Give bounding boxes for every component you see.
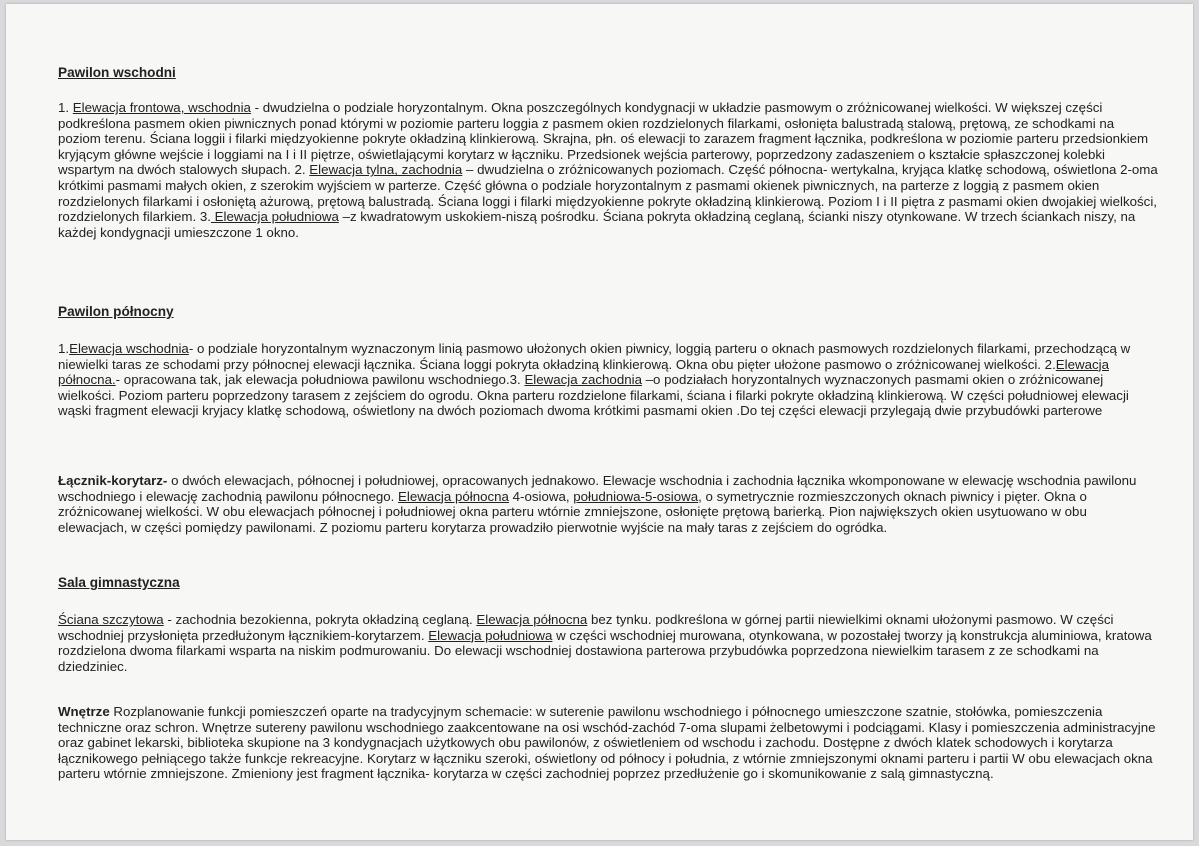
underlined-term: Elewacja frontowa, wschodnia — [72, 100, 251, 115]
document-page — [6, 4, 1193, 840]
heading-gym: Sala gimnastyczna — [58, 575, 180, 590]
text: –z kwadratowym uskokiem-niszą pośrodku. Ściana pokryta okładziną ceglaną, ścianki niszy otynkowane. W trzech ściankach niszy, na każdej kondygnacji umieszczone 1 okno. — [58, 209, 1136, 240]
text: w części wschodniej murowana, otynkowana, w pozostałej tworzy ją konstrukcja aluminiowa, kratowa rozdzielona dwoma filarkami wsparta na niskim podmurowaniu. Do elewacji wschodniej dostawiona parterowa przybudówka poprzedzona niewielkim tarasem z ze schodkami na dziedziniec. — [58, 627, 1152, 674]
paragraph-east-pavilion — [58, 100, 1158, 240]
text: 4-osiowa, — [508, 488, 574, 504]
underlined-term: Elewacja zachodnia — [524, 372, 642, 388]
text: Rozplanowanie funkcji pomieszczeń oparte na tradycyjnym schemacie: w suterenie pawilonu wschodniego i północnego umieszczone szatnie, stołówka, pomieszczenia techniczne oraz schron. Wnętrze sutereny pawilonu wschodniego zaakcentowane na osi wschód-zachód 7-oma slupami żelbetowymi i podciągami. Klasy i pomieszczenia administracyjne oraz gabinet lekarski, biblioteka skupione na 3 kondygnacjach użytkowych obu pawilonów, z oświetleniem od wschodu i zachodu. Dostępne z dwóch klatek schodowych i korytarza łącznikowego pełniącego także funkcje rekreacyjne. Korytarz w łączniku szeroki, oświetlony od północy i południa, z wtórnie zmniejszonymi oknami parteru i partii W obu elewacjach okna parteru wtórnie zmniejszone. Zmieniony jest fragment łącznika- korytarza w części zachodniej poprzez przedłużenie go i skomunikowanie z salą gimnastyczną. — [58, 704, 1156, 782]
text: - zachodnia bezokienna, pokryta okładziną ceglaną. — [163, 612, 477, 627]
heading-north-pavilion: Pawilon północny — [58, 304, 174, 319]
underlined-term: Elewacja północna — [476, 612, 588, 627]
paragraph-north-pavilion — [58, 341, 1158, 419]
paragraph-interior — [58, 704, 1158, 782]
text: 1. — [58, 100, 73, 115]
underlined-term: Elewacja tylna, zachodnia — [309, 162, 463, 178]
text: , o symetrycznie rozmieszczonych oknach piwnicy i pięter. Okna o zróżnicowanej wielkości. W obu elewacjach północnej i południowej okna parteru wtórnie zmniejszone, osłonięte prętową barierką. Pion największych okien usytuowano w obu elewacjach, w części pomiędzy pawilonami. Z poziomu parteru korytarza prowadziło pierwotnie wyjście na mały taras z zejściem do ogródka. — [58, 488, 1087, 535]
underlined-term: Elewacja południowa — [210, 209, 339, 225]
text: –o podziałach horyzontalnych wyznaczonych pasmami okien o zróżnicowanej wielkości. Poziom parteru poprzedzony tarasem z zejściem do ogrodu. Okna parteru rozdzielone filarkami, ściana i filarki pokryte okładziną klinkierową. W części południowej elewacji wąski fragment elewacji kryjacy klatkę schodową, oświetlony na dwóch poziomach dwoma krótkimi pasmami okien .Do tej części elewacji przylegają dwie przybudówki parterowe — [58, 372, 1129, 419]
bold-term: Wnętrze — [58, 704, 110, 719]
underlined-term: południowa-5-osiowa — [573, 488, 699, 504]
underlined-term: Elewacja północna — [398, 488, 509, 504]
paragraph-gym — [58, 612, 1158, 674]
underlined-term: Elewacja północna. — [58, 356, 1109, 388]
underlined-term: Elewacja wschodnia — [69, 341, 189, 356]
text: bez tynku. podkreślona w górnej partii niewielkimi oknami ułożonymi pasmowo. W części wschodniej przysłonięta przedłużonym łącznikiem-korytarzem. — [58, 612, 1114, 643]
text: - o podziale horyzontalnym wyznaczonym linią pasmowo ułożonych okien piwnicy, loggią parteru o oknach pasmowych rozdzielonych filarkami, przechodzącą w niewielki taras ze schodami przy północnej elewacji łącznika. Ściana loggi pokryta okładziną klinkierową. Okna obu pięter ułożone pasmowo o zróżnicowanej wielkości. 2. — [58, 341, 1131, 372]
text: – dwudzielna o zróżnicowanych poziomach. Część północna- wertykalna, kryjąca klatkę schodową, oświetlona 2-oma krótkimi pasmami małych okien, z szerokim wyjściem w parterze. Część główna o podziale horyzontalnym z pasmami okienek piwnicznych, na parterze z loggią z pasmem okien rozdzielonych filarkami i osłoniętą ażurową, prętową balustradą. Ściana loggi i filarki międzyokienne pokryte okładziną klinkierową. Poziom I i II piętra z pasmami okien dwojakiej wielkości, rozdzielonych filarkiem. 3. — [58, 162, 1158, 225]
paragraph-connector — [58, 473, 1158, 535]
bold-term: Łącznik-korytarz- — [58, 473, 168, 488]
text: - dwudzielna o podziale horyzontalnym. Okna poszczególnych kondygnacji w układzie pasmowym o zróżnicowanej wielkości. W większej części podkreślona pasmem okien piwnicznych ponad którymi w poziomie parteru loggia z pasmem okien rozdzielonych filarkami, osłonięta balustradą stalową, prętową, ze schodkami na poziom terenu. Ściana loggii i filarki międzyokienne pokryte okładziną klinkierową. Skrajna, płn. oś elewacji to zarazem fragment łącznika, podkreślona w poziomie parteru przedsionkiem kryjącym główne wejście i loggiami na I i II piętrze, oświetlającymi korytarz w łączniku. Przedsionek wejścia parterowy, poprzedzony zadaszeniem o kształcie spłaszczonej kolebki wspartym na dwóch stalowych słupach. 2. — [58, 100, 1149, 178]
underlined-term: Ściana szczytowa — [58, 612, 164, 627]
heading-east-pavilion: Pawilon wschodni — [58, 65, 176, 80]
text: - opracowana tak, jak elewacja południowa pawilonu wschodniego.3. — [115, 372, 525, 388]
underlined-term: Elewacja południowa — [428, 627, 553, 643]
text: o dwóch elewacjach, północnej i południowej, opracowanych jednakowo. Elewacje wschodnia i zachodnia łącznika wkomponowane w elewację wschodnia pawilonu wschodniego i elewację zachodnią pawilonu północnego. — [58, 473, 1137, 504]
text: 1. — [58, 341, 70, 356]
